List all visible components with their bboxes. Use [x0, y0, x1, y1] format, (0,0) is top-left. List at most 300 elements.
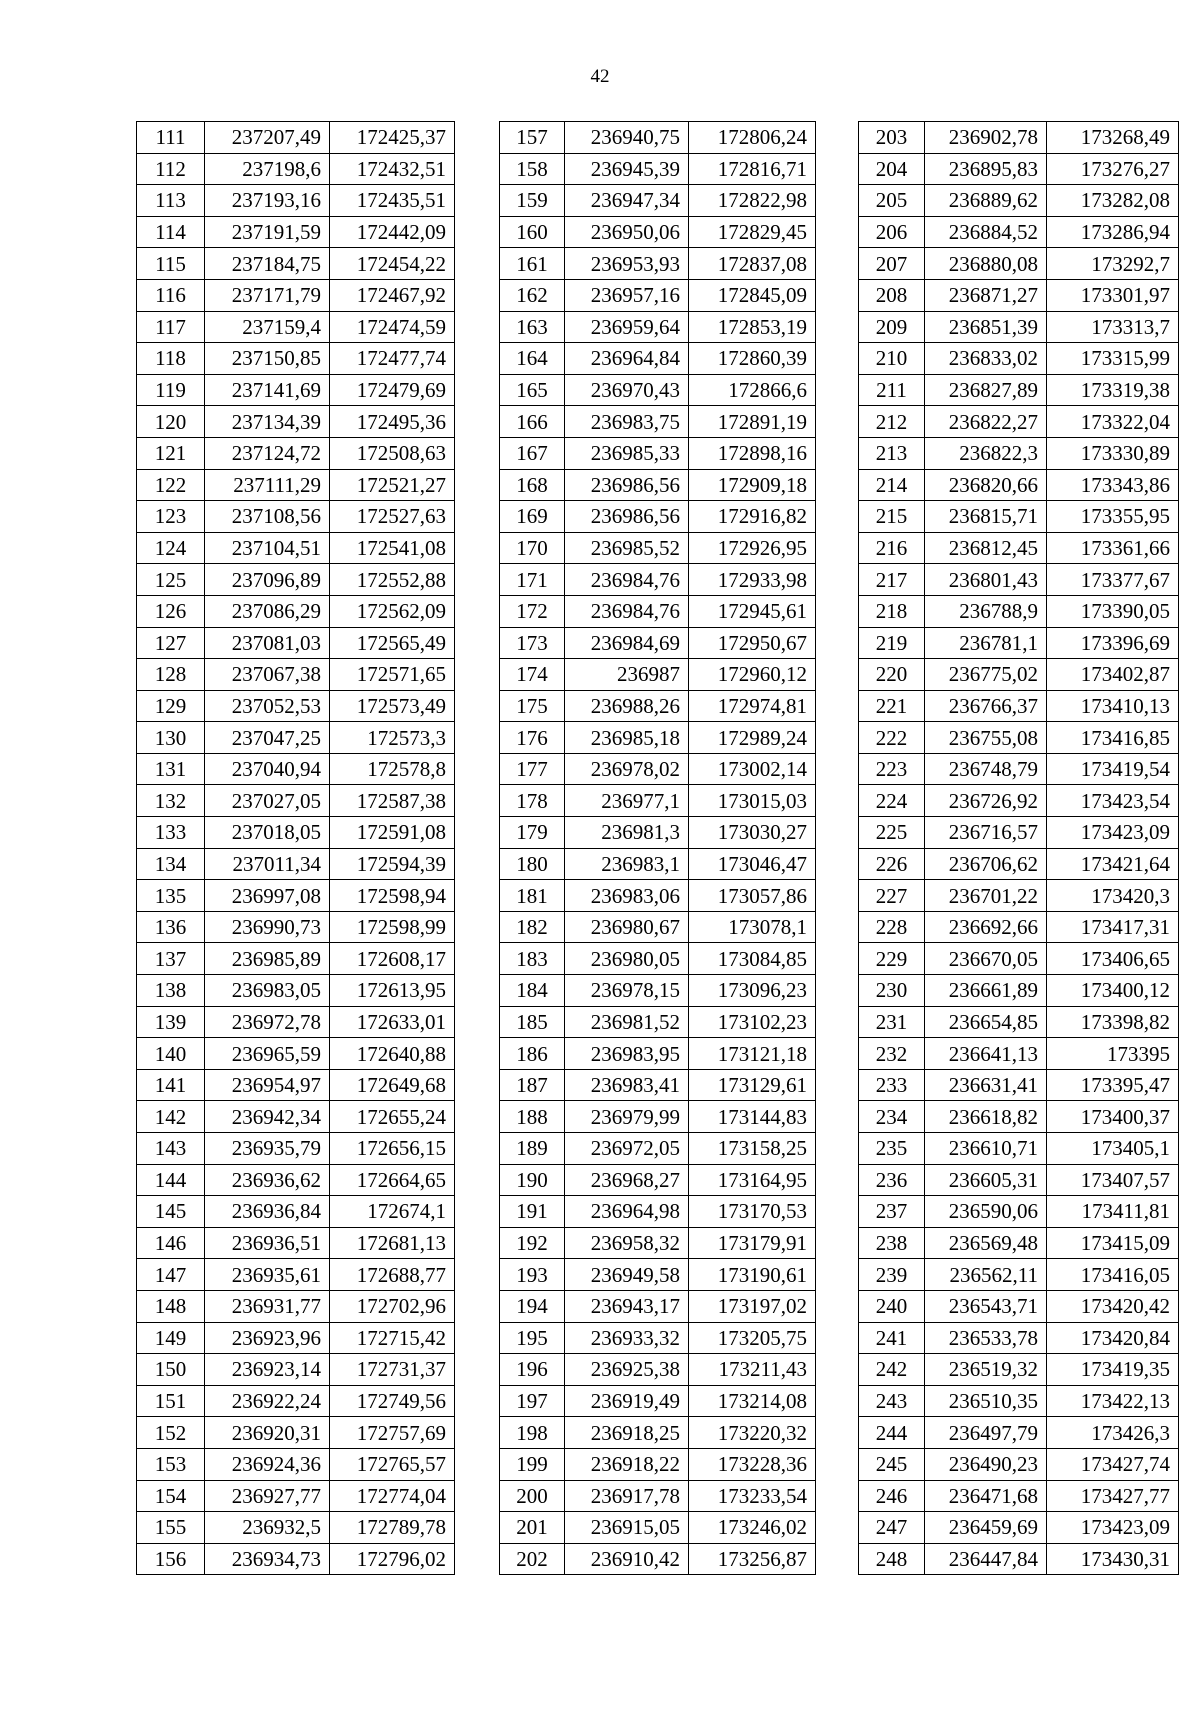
y-coordinate-cell: 173246,02 — [689, 1512, 816, 1544]
x-coordinate-cell: 236970,43 — [565, 374, 689, 406]
table-row — [500, 817, 816, 849]
x-coordinate-cell: 236978,15 — [565, 975, 689, 1007]
point-number-cell: 236 — [859, 1164, 925, 1196]
point-number-cell: 184 — [500, 975, 565, 1007]
point-number-cell: 161 — [500, 248, 565, 280]
y-coordinate-cell: 173377,67 — [1047, 564, 1179, 596]
y-coordinate-cell: 172527,63 — [330, 501, 455, 533]
table-row — [137, 343, 455, 375]
point-number-cell: 201 — [500, 1512, 565, 1544]
y-coordinate-cell: 172591,08 — [330, 817, 455, 849]
table-row — [500, 659, 816, 691]
table-row — [137, 1417, 455, 1449]
x-coordinate-cell: 236922,24 — [205, 1385, 330, 1417]
y-coordinate-cell: 172974,81 — [689, 690, 816, 722]
table-row — [500, 501, 816, 533]
y-coordinate-cell: 172926,95 — [689, 532, 816, 564]
table-row — [500, 406, 816, 438]
table-row — [500, 153, 816, 185]
y-coordinate-cell: 173129,61 — [689, 1069, 816, 1101]
x-coordinate-cell: 236706,62 — [925, 848, 1047, 880]
x-coordinate-cell: 236984,76 — [565, 564, 689, 596]
y-coordinate-cell: 173390,05 — [1047, 595, 1179, 627]
y-coordinate-cell: 173416,05 — [1047, 1259, 1179, 1291]
point-number-cell: 209 — [859, 311, 925, 343]
table-row — [859, 659, 1179, 691]
y-coordinate-cell: 172454,22 — [330, 248, 455, 280]
table-row — [859, 248, 1179, 280]
point-number-cell: 170 — [500, 532, 565, 564]
x-coordinate-cell: 236968,27 — [565, 1164, 689, 1196]
table-row — [500, 279, 816, 311]
x-coordinate-cell: 237040,94 — [205, 753, 330, 785]
table-row — [137, 1006, 455, 1038]
table-row — [500, 753, 816, 785]
point-number-cell: 133 — [137, 817, 205, 849]
y-coordinate-cell: 172774,04 — [330, 1480, 455, 1512]
point-number-cell: 174 — [500, 659, 565, 691]
point-number-cell: 183 — [500, 943, 565, 975]
x-coordinate-cell: 236884,52 — [925, 216, 1047, 248]
y-coordinate-cell: 173211,43 — [689, 1354, 816, 1386]
y-coordinate-cell: 173322,04 — [1047, 406, 1179, 438]
table-row — [137, 1290, 455, 1322]
table-row — [859, 1322, 1179, 1354]
x-coordinate-cell: 236985,89 — [205, 943, 330, 975]
y-coordinate-cell: 172945,61 — [689, 595, 816, 627]
x-coordinate-cell: 236945,39 — [565, 153, 689, 185]
y-coordinate-cell: 173427,74 — [1047, 1448, 1179, 1480]
table-row — [500, 1259, 816, 1291]
y-coordinate-cell: 173426,3 — [1047, 1417, 1179, 1449]
x-coordinate-cell: 237052,53 — [205, 690, 330, 722]
table-row — [859, 1385, 1179, 1417]
table-row — [137, 1038, 455, 1070]
y-coordinate-cell: 173411,81 — [1047, 1196, 1179, 1228]
table-row — [137, 975, 455, 1007]
table-row — [137, 216, 455, 248]
x-coordinate-cell: 236641,13 — [925, 1038, 1047, 1070]
point-number-cell: 122 — [137, 469, 205, 501]
table-row — [859, 1259, 1179, 1291]
table-row — [859, 911, 1179, 943]
x-coordinate-cell: 236964,84 — [565, 343, 689, 375]
point-number-cell: 114 — [137, 216, 205, 248]
y-coordinate-cell: 172633,01 — [330, 1006, 455, 1038]
point-number-cell: 172 — [500, 595, 565, 627]
x-coordinate-cell: 236654,85 — [925, 1006, 1047, 1038]
x-coordinate-cell: 236983,95 — [565, 1038, 689, 1070]
point-number-cell: 113 — [137, 185, 205, 217]
y-coordinate-cell: 173102,23 — [689, 1006, 816, 1038]
table-row — [859, 374, 1179, 406]
y-coordinate-cell: 172562,09 — [330, 595, 455, 627]
table-row — [500, 1448, 816, 1480]
x-coordinate-cell: 236692,66 — [925, 911, 1047, 943]
y-coordinate-cell: 172674,1 — [330, 1196, 455, 1228]
x-coordinate-cell: 236820,66 — [925, 469, 1047, 501]
table-row — [500, 564, 816, 596]
table-row — [500, 911, 816, 943]
x-coordinate-cell: 236984,69 — [565, 627, 689, 659]
coordinates-table-3 — [858, 121, 1179, 1575]
y-coordinate-cell: 172681,13 — [330, 1227, 455, 1259]
x-coordinate-cell: 237134,39 — [205, 406, 330, 438]
point-number-cell: 230 — [859, 975, 925, 1007]
x-coordinate-cell: 236590,06 — [925, 1196, 1047, 1228]
x-coordinate-cell: 236980,05 — [565, 943, 689, 975]
y-coordinate-cell: 173421,64 — [1047, 848, 1179, 880]
x-coordinate-cell: 237171,79 — [205, 279, 330, 311]
table-row — [137, 1385, 455, 1417]
y-coordinate-cell: 172749,56 — [330, 1385, 455, 1417]
y-coordinate-cell: 173417,31 — [1047, 911, 1179, 943]
table-row — [859, 943, 1179, 975]
y-coordinate-cell: 173396,69 — [1047, 627, 1179, 659]
table-row — [137, 1101, 455, 1133]
y-coordinate-cell: 172715,42 — [330, 1322, 455, 1354]
y-coordinate-cell: 172640,88 — [330, 1038, 455, 1070]
table-row — [859, 279, 1179, 311]
point-number-cell: 116 — [137, 279, 205, 311]
x-coordinate-cell: 236983,41 — [565, 1069, 689, 1101]
point-number-cell: 157 — [500, 122, 565, 154]
y-coordinate-cell: 172608,17 — [330, 943, 455, 975]
table-row — [500, 122, 816, 154]
point-number-cell: 238 — [859, 1227, 925, 1259]
point-number-cell: 198 — [500, 1417, 565, 1449]
x-coordinate-cell: 236981,3 — [565, 817, 689, 849]
y-coordinate-cell: 173078,1 — [689, 911, 816, 943]
x-coordinate-cell: 236618,82 — [925, 1101, 1047, 1133]
point-number-cell: 165 — [500, 374, 565, 406]
x-coordinate-cell: 236965,59 — [205, 1038, 330, 1070]
point-number-cell: 199 — [500, 1448, 565, 1480]
x-coordinate-cell: 236927,77 — [205, 1480, 330, 1512]
table-row — [500, 1006, 816, 1038]
y-coordinate-cell: 173407,57 — [1047, 1164, 1179, 1196]
point-number-cell: 178 — [500, 785, 565, 817]
y-coordinate-cell: 173096,23 — [689, 975, 816, 1007]
table-row — [137, 122, 455, 154]
y-coordinate-cell: 172933,98 — [689, 564, 816, 596]
y-coordinate-cell: 173419,35 — [1047, 1354, 1179, 1386]
x-coordinate-cell: 236950,06 — [565, 216, 689, 248]
table-row — [500, 1417, 816, 1449]
y-coordinate-cell: 173422,13 — [1047, 1385, 1179, 1417]
y-coordinate-cell: 172822,98 — [689, 185, 816, 217]
y-coordinate-cell: 172432,51 — [330, 153, 455, 185]
x-coordinate-cell: 236978,02 — [565, 753, 689, 785]
x-coordinate-cell: 236889,62 — [925, 185, 1047, 217]
table-row — [859, 1448, 1179, 1480]
x-coordinate-cell: 236935,61 — [205, 1259, 330, 1291]
point-number-cell: 149 — [137, 1322, 205, 1354]
table-row — [500, 975, 816, 1007]
table-row — [137, 1480, 455, 1512]
x-coordinate-cell: 236871,27 — [925, 279, 1047, 311]
point-number-cell: 179 — [500, 817, 565, 849]
point-number-cell: 135 — [137, 880, 205, 912]
y-coordinate-cell: 172508,63 — [330, 437, 455, 469]
y-coordinate-cell: 172837,08 — [689, 248, 816, 280]
y-coordinate-cell: 173158,25 — [689, 1133, 816, 1165]
y-coordinate-cell: 173015,03 — [689, 785, 816, 817]
point-number-cell: 124 — [137, 532, 205, 564]
table-row — [859, 1417, 1179, 1449]
table-row — [859, 122, 1179, 154]
y-coordinate-cell: 172688,77 — [330, 1259, 455, 1291]
point-number-cell: 193 — [500, 1259, 565, 1291]
y-coordinate-cell: 172816,71 — [689, 153, 816, 185]
x-coordinate-cell: 236490,23 — [925, 1448, 1047, 1480]
y-coordinate-cell: 173410,13 — [1047, 690, 1179, 722]
x-coordinate-cell: 236935,79 — [205, 1133, 330, 1165]
y-coordinate-cell: 173220,32 — [689, 1417, 816, 1449]
point-number-cell: 234 — [859, 1101, 925, 1133]
table-row — [859, 564, 1179, 596]
x-coordinate-cell: 236815,71 — [925, 501, 1047, 533]
x-coordinate-cell: 236986,56 — [565, 469, 689, 501]
point-number-cell: 223 — [859, 753, 925, 785]
x-coordinate-cell: 236940,75 — [565, 122, 689, 154]
point-number-cell: 219 — [859, 627, 925, 659]
y-coordinate-cell: 172594,39 — [330, 848, 455, 880]
x-coordinate-cell: 236964,98 — [565, 1196, 689, 1228]
table-row — [859, 1196, 1179, 1228]
x-coordinate-cell: 236985,33 — [565, 437, 689, 469]
point-number-cell: 169 — [500, 501, 565, 533]
y-coordinate-cell: 172573,3 — [330, 722, 455, 754]
point-number-cell: 153 — [137, 1448, 205, 1480]
x-coordinate-cell: 236954,97 — [205, 1069, 330, 1101]
point-number-cell: 200 — [500, 1480, 565, 1512]
point-number-cell: 121 — [137, 437, 205, 469]
point-number-cell: 191 — [500, 1196, 565, 1228]
table-row — [859, 1480, 1179, 1512]
y-coordinate-cell: 172898,16 — [689, 437, 816, 469]
point-number-cell: 150 — [137, 1354, 205, 1386]
y-coordinate-cell: 172845,09 — [689, 279, 816, 311]
table-row — [500, 1354, 816, 1386]
point-number-cell: 224 — [859, 785, 925, 817]
point-number-cell: 117 — [137, 311, 205, 343]
y-coordinate-cell: 172656,15 — [330, 1133, 455, 1165]
table-row — [500, 848, 816, 880]
table-row — [859, 501, 1179, 533]
x-coordinate-cell: 237081,03 — [205, 627, 330, 659]
point-number-cell: 126 — [137, 595, 205, 627]
y-coordinate-cell: 172598,94 — [330, 880, 455, 912]
table-row — [137, 532, 455, 564]
point-number-cell: 112 — [137, 153, 205, 185]
table-row — [859, 975, 1179, 1007]
point-number-cell: 211 — [859, 374, 925, 406]
y-coordinate-cell: 173395,47 — [1047, 1069, 1179, 1101]
point-number-cell: 241 — [859, 1322, 925, 1354]
point-number-cell: 162 — [500, 279, 565, 311]
table-row — [137, 279, 455, 311]
x-coordinate-cell: 237047,25 — [205, 722, 330, 754]
point-number-cell: 203 — [859, 122, 925, 154]
page-number: 42 — [590, 66, 610, 87]
point-number-cell: 185 — [500, 1006, 565, 1038]
y-coordinate-cell: 173286,94 — [1047, 216, 1179, 248]
x-coordinate-cell: 236983,75 — [565, 406, 689, 438]
point-number-cell: 210 — [859, 343, 925, 375]
table-row — [137, 1512, 455, 1544]
x-coordinate-cell: 236510,35 — [925, 1385, 1047, 1417]
table-row — [500, 722, 816, 754]
x-coordinate-cell: 236562,11 — [925, 1259, 1047, 1291]
table-row — [137, 1069, 455, 1101]
point-number-cell: 158 — [500, 153, 565, 185]
x-coordinate-cell: 236920,31 — [205, 1417, 330, 1449]
table-row — [137, 1133, 455, 1165]
x-coordinate-cell: 237104,51 — [205, 532, 330, 564]
point-number-cell: 115 — [137, 248, 205, 280]
x-coordinate-cell: 237111,29 — [205, 469, 330, 501]
y-coordinate-cell: 173197,02 — [689, 1290, 816, 1322]
table-row — [137, 880, 455, 912]
point-number-cell: 227 — [859, 880, 925, 912]
point-number-cell: 147 — [137, 1259, 205, 1291]
table-row — [137, 690, 455, 722]
table-row — [859, 437, 1179, 469]
table-row — [137, 753, 455, 785]
y-coordinate-cell: 172479,69 — [330, 374, 455, 406]
table-row — [137, 595, 455, 627]
x-coordinate-cell: 236533,78 — [925, 1322, 1047, 1354]
y-coordinate-cell: 172891,19 — [689, 406, 816, 438]
x-coordinate-cell: 236985,18 — [565, 722, 689, 754]
table-row — [137, 1354, 455, 1386]
table-row — [137, 1448, 455, 1480]
y-coordinate-cell: 172474,59 — [330, 311, 455, 343]
table-row — [859, 848, 1179, 880]
y-coordinate-cell: 173030,27 — [689, 817, 816, 849]
y-coordinate-cell: 173400,37 — [1047, 1101, 1179, 1133]
y-coordinate-cell: 172731,37 — [330, 1354, 455, 1386]
x-coordinate-cell: 236631,41 — [925, 1069, 1047, 1101]
x-coordinate-cell: 236716,57 — [925, 817, 1047, 849]
point-number-cell: 111 — [137, 122, 205, 154]
x-coordinate-cell: 236788,9 — [925, 595, 1047, 627]
table-row — [137, 785, 455, 817]
table-row — [500, 1512, 816, 1544]
x-coordinate-cell: 236958,32 — [565, 1227, 689, 1259]
y-coordinate-cell: 172565,49 — [330, 627, 455, 659]
point-number-cell: 246 — [859, 1480, 925, 1512]
point-number-cell: 212 — [859, 406, 925, 438]
point-number-cell: 155 — [137, 1512, 205, 1544]
y-coordinate-cell: 172765,57 — [330, 1448, 455, 1480]
point-number-cell: 130 — [137, 722, 205, 754]
x-coordinate-cell: 236781,1 — [925, 627, 1047, 659]
table-row — [500, 248, 816, 280]
point-number-cell: 118 — [137, 343, 205, 375]
x-coordinate-cell: 237193,16 — [205, 185, 330, 217]
point-number-cell: 215 — [859, 501, 925, 533]
point-number-cell: 123 — [137, 501, 205, 533]
point-number-cell: 119 — [137, 374, 205, 406]
x-coordinate-cell: 236755,08 — [925, 722, 1047, 754]
point-number-cell: 188 — [500, 1101, 565, 1133]
table-row — [137, 817, 455, 849]
point-number-cell: 222 — [859, 722, 925, 754]
point-number-cell: 229 — [859, 943, 925, 975]
x-coordinate-cell: 236670,05 — [925, 943, 1047, 975]
y-coordinate-cell: 173423,54 — [1047, 785, 1179, 817]
x-coordinate-cell: 236932,5 — [205, 1512, 330, 1544]
y-coordinate-cell: 173430,31 — [1047, 1543, 1179, 1575]
y-coordinate-cell: 172702,96 — [330, 1290, 455, 1322]
y-coordinate-cell: 173057,86 — [689, 880, 816, 912]
x-coordinate-cell: 236972,05 — [565, 1133, 689, 1165]
y-coordinate-cell: 173292,7 — [1047, 248, 1179, 280]
table-row — [859, 1290, 1179, 1322]
table-row — [859, 627, 1179, 659]
point-number-cell: 194 — [500, 1290, 565, 1322]
y-coordinate-cell: 173301,97 — [1047, 279, 1179, 311]
table-row — [859, 690, 1179, 722]
table-row — [137, 311, 455, 343]
point-number-cell: 182 — [500, 911, 565, 943]
point-number-cell: 148 — [137, 1290, 205, 1322]
table-row — [859, 1543, 1179, 1575]
point-number-cell: 213 — [859, 437, 925, 469]
table-row — [500, 1101, 816, 1133]
y-coordinate-cell: 173164,95 — [689, 1164, 816, 1196]
table-row — [500, 880, 816, 912]
table-row — [859, 880, 1179, 912]
x-coordinate-cell: 236923,96 — [205, 1322, 330, 1354]
point-number-cell: 173 — [500, 627, 565, 659]
point-number-cell: 228 — [859, 911, 925, 943]
point-number-cell: 192 — [500, 1227, 565, 1259]
y-coordinate-cell: 173420,84 — [1047, 1322, 1179, 1354]
x-coordinate-cell: 236925,38 — [565, 1354, 689, 1386]
y-coordinate-cell: 172435,51 — [330, 185, 455, 217]
x-coordinate-cell: 236980,67 — [565, 911, 689, 943]
point-number-cell: 132 — [137, 785, 205, 817]
x-coordinate-cell: 236610,71 — [925, 1133, 1047, 1165]
y-coordinate-cell: 173084,85 — [689, 943, 816, 975]
point-number-cell: 134 — [137, 848, 205, 880]
x-coordinate-cell: 236748,79 — [925, 753, 1047, 785]
x-coordinate-cell: 237159,4 — [205, 311, 330, 343]
point-number-cell: 142 — [137, 1101, 205, 1133]
y-coordinate-cell: 172989,24 — [689, 722, 816, 754]
point-number-cell: 131 — [137, 753, 205, 785]
x-coordinate-cell: 236775,02 — [925, 659, 1047, 691]
point-number-cell: 166 — [500, 406, 565, 438]
y-coordinate-cell: 173319,38 — [1047, 374, 1179, 406]
x-coordinate-cell: 236827,89 — [925, 374, 1047, 406]
point-number-cell: 187 — [500, 1069, 565, 1101]
point-number-cell: 226 — [859, 848, 925, 880]
x-coordinate-cell: 236822,3 — [925, 437, 1047, 469]
point-number-cell: 141 — [137, 1069, 205, 1101]
table-row — [137, 1259, 455, 1291]
y-coordinate-cell: 172425,37 — [330, 122, 455, 154]
x-coordinate-cell: 237018,05 — [205, 817, 330, 849]
table-row — [500, 343, 816, 375]
table-row — [500, 311, 816, 343]
point-number-cell: 171 — [500, 564, 565, 596]
y-coordinate-cell: 173002,14 — [689, 753, 816, 785]
x-coordinate-cell: 237027,05 — [205, 785, 330, 817]
